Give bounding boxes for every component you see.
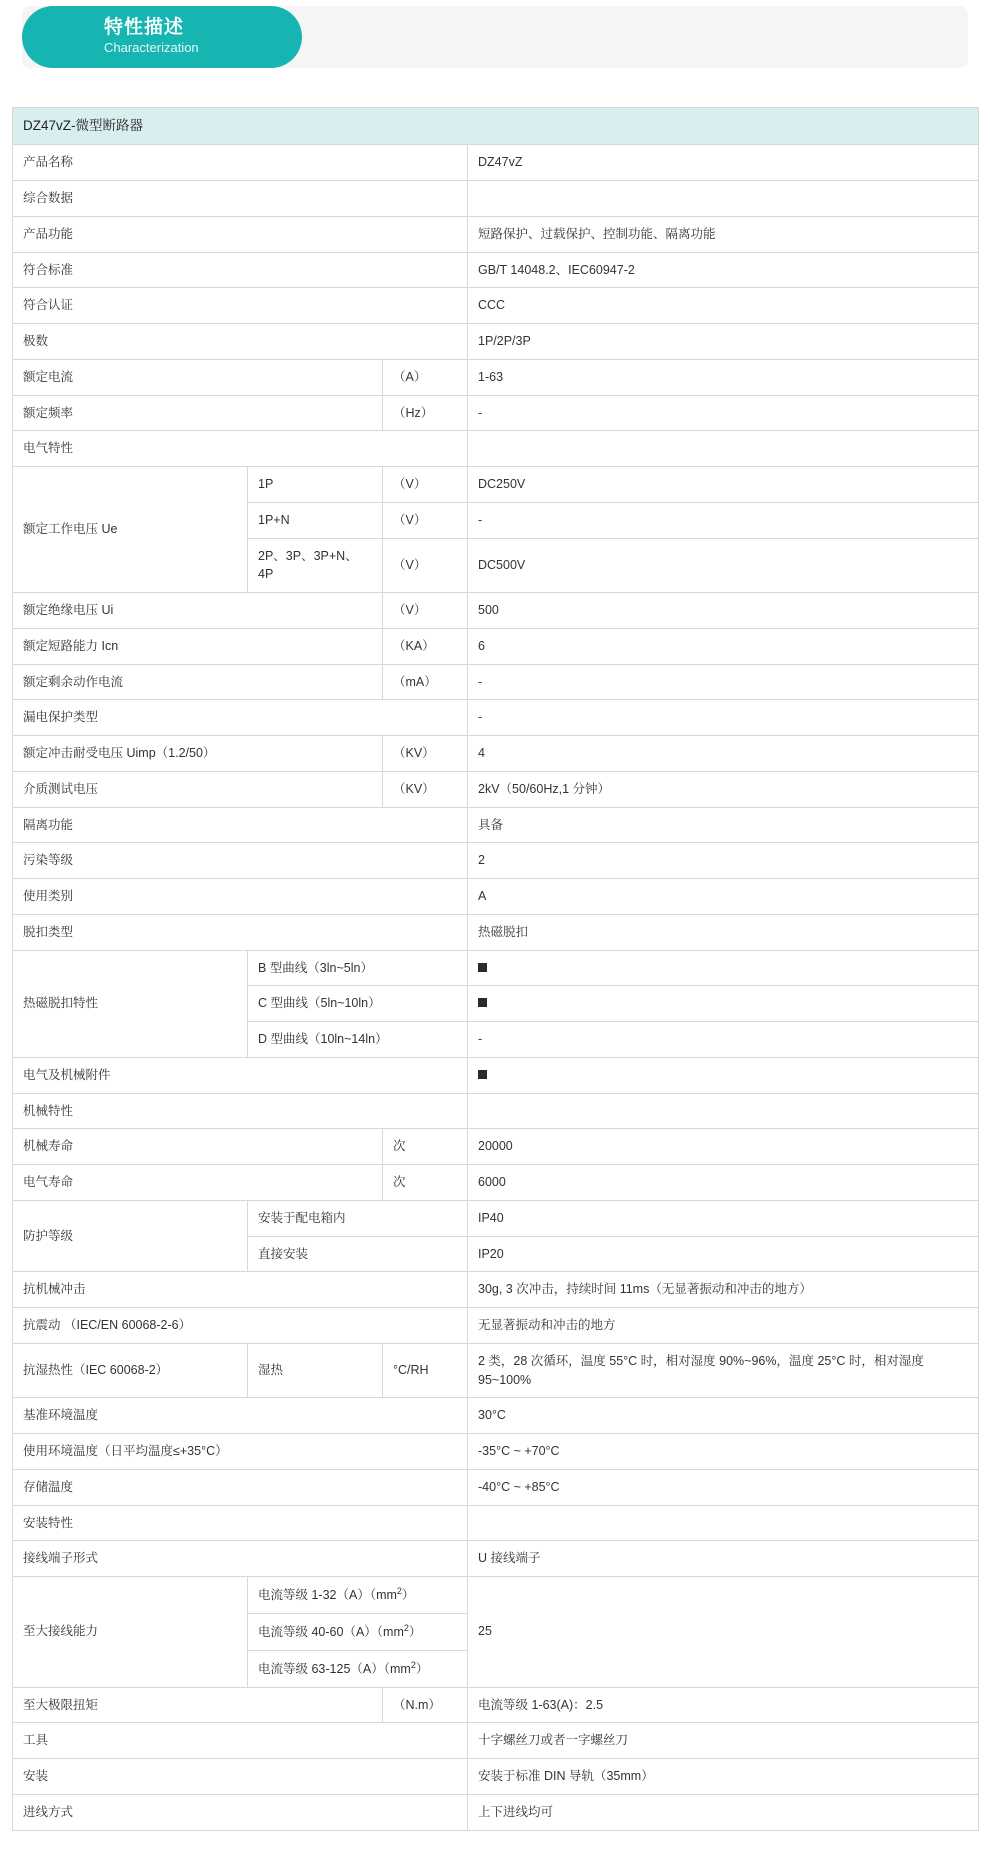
table-row — [13, 1398, 979, 1434]
row-value: - — [468, 502, 979, 538]
table-row — [13, 1057, 979, 1093]
table-row — [13, 1723, 979, 1759]
row-unit: （mA） — [383, 664, 468, 700]
table-row — [13, 1541, 979, 1577]
row-label: 综合数据 — [13, 181, 468, 217]
row-label: 机械寿命 — [13, 1129, 383, 1165]
row-label: 至大极限扭矩 — [13, 1687, 383, 1723]
row-label: 污染等级 — [13, 843, 468, 879]
row-value: 6000 — [468, 1165, 979, 1201]
table-row — [13, 1759, 979, 1795]
row-value: 2 类，28 次循环，温度 55°C 时，相对湿度 90%~96%，温度 25°C 时，相对湿度 95~100% — [468, 1343, 979, 1398]
row-unit: （N.m） — [383, 1687, 468, 1723]
row-label: 接线端子形式 — [13, 1541, 468, 1577]
row-value — [468, 1093, 979, 1129]
row-sublabel: 安装于配电箱内 — [248, 1200, 468, 1236]
row-label: 使用类别 — [13, 879, 468, 915]
table-section-row — [13, 1505, 979, 1541]
row-value — [468, 181, 979, 217]
table-row — [13, 628, 979, 664]
row-label: 产品功能 — [13, 216, 468, 252]
row-value: CCC — [468, 288, 979, 324]
row-value: 无显著振动和冲击的地方 — [468, 1308, 979, 1344]
row-value: 20000 — [468, 1129, 979, 1165]
page-header — [0, 0, 990, 75]
row-unit: °C/RH — [383, 1343, 468, 1398]
filled-square-icon — [478, 1070, 487, 1079]
row-value: IP20 — [468, 1236, 979, 1272]
table-row — [13, 593, 979, 629]
row-value: 1-63 — [468, 359, 979, 395]
row-value: DZ47vZ — [468, 145, 979, 181]
table-row — [13, 216, 979, 252]
row-value: 6 — [468, 628, 979, 664]
row-label: 抗湿热性（IEC 60068-2） — [13, 1343, 248, 1398]
row-value: 1P/2P/3P — [468, 324, 979, 360]
table-row — [13, 252, 979, 288]
row-label: 抗机械冲击 — [13, 1272, 468, 1308]
row-value: 2kV（50/60Hz,1 分钟） — [468, 771, 979, 807]
row-label: 隔离功能 — [13, 807, 468, 843]
table-body — [13, 145, 979, 1830]
row-label: 介质测试电压 — [13, 771, 383, 807]
row-value: 4 — [468, 736, 979, 772]
row-value: -35°C ~ +70°C — [468, 1434, 979, 1470]
row-value: 30g, 3 次冲击，持续时间 11ms（无显著振动和冲击的地方） — [468, 1272, 979, 1308]
row-label: 安装特性 — [13, 1505, 468, 1541]
table-row — [13, 807, 979, 843]
row-unit: （V） — [383, 502, 468, 538]
table-row — [13, 879, 979, 915]
table-title-row — [13, 108, 979, 145]
row-value: - — [468, 664, 979, 700]
row-label: 电气及机械附件 — [13, 1057, 468, 1093]
row-label: 机械特性 — [13, 1093, 468, 1129]
table-section-row — [13, 1093, 979, 1129]
table-row — [13, 1272, 979, 1308]
row-value — [468, 1505, 979, 1541]
table-row — [13, 664, 979, 700]
row-value: A — [468, 879, 979, 915]
row-sublabel: 电流等级 $1-32(A)(mm^2)$ — [248, 1577, 468, 1614]
row-sublabel: 电流等级 $63-125(A)(mm^2)$ — [248, 1650, 468, 1687]
row-label: 额定短路能力 Icn — [13, 628, 383, 664]
row-unit: 次 — [383, 1165, 468, 1201]
row-value — [468, 431, 979, 467]
table-title: DZ47vZ-微型断路器 — [13, 108, 979, 145]
row-value: 上下进线均可 — [468, 1794, 979, 1830]
table-row — [13, 1165, 979, 1201]
row-label: 额定绝缘电压 Ui — [13, 593, 383, 629]
section-title-pill — [22, 6, 302, 68]
row-value: 安装于标准 DIN 导轨（35mm） — [468, 1759, 979, 1795]
row-label: 工具 — [13, 1723, 468, 1759]
table-row — [13, 145, 979, 181]
table-row — [13, 914, 979, 950]
row-label: 额定剩余动作电流 — [13, 664, 383, 700]
row-sublabel: 1P — [248, 467, 383, 503]
row-value: 短路保护、过载保护、控制功能、隔离功能 — [468, 216, 979, 252]
table-row — [13, 395, 979, 431]
row-label: 电气寿命 — [13, 1165, 383, 1201]
table-row — [13, 1687, 979, 1723]
row-value: 具备 — [468, 807, 979, 843]
row-value: - — [468, 1022, 979, 1058]
table-row — [13, 1343, 979, 1398]
row-unit: （Hz） — [383, 395, 468, 431]
table-row — [13, 1577, 979, 1614]
spec-table-container — [12, 107, 978, 1831]
table-row — [13, 950, 979, 986]
row-label: 符合标准 — [13, 252, 468, 288]
row-label: 产品名称 — [13, 145, 468, 181]
row-sublabel: D 型曲线（10ln~14ln） — [248, 1022, 468, 1058]
row-value: 十字螺丝刀或者一字螺丝刀 — [468, 1723, 979, 1759]
row-label: 抗震动 （IEC/EN 60068-2-6） — [13, 1308, 468, 1344]
row-label: 符合认证 — [13, 288, 468, 324]
row-label: 额定电流 — [13, 359, 383, 395]
row-value: 30°C — [468, 1398, 979, 1434]
table-row — [13, 1308, 979, 1344]
row-label: 存储温度 — [13, 1469, 468, 1505]
row-label: 至大接线能力 — [13, 1577, 248, 1688]
table-row — [13, 771, 979, 807]
specification-table — [12, 107, 979, 1831]
table-row — [13, 843, 979, 879]
table-section-row — [13, 431, 979, 467]
row-label: 额定冲击耐受电压 Uimp（1.2/50） — [13, 736, 383, 772]
row-value: -40°C ~ +85°C — [468, 1469, 979, 1505]
section-title-en: Characterization — [104, 39, 199, 55]
row-value: DC250V — [468, 467, 979, 503]
row-unit: （KV） — [383, 736, 468, 772]
row-label: 热磁脱扣特性 — [13, 950, 248, 1057]
section-title-cn: 特性描述 — [104, 17, 185, 39]
row-unit: （KV） — [383, 771, 468, 807]
row-value: 2 — [468, 843, 979, 879]
row-value: 热磁脱扣 — [468, 914, 979, 950]
table-section-row — [13, 181, 979, 217]
row-sublabel: 电流等级 $40-60(A)(mm^2)$ — [248, 1613, 468, 1650]
row-unit: （V） — [383, 538, 468, 593]
table-row — [13, 700, 979, 736]
row-value: DC500V — [468, 538, 979, 593]
table-row — [13, 1434, 979, 1470]
table-row — [13, 1469, 979, 1505]
row-label: 进线方式 — [13, 1794, 468, 1830]
table-row — [13, 736, 979, 772]
row-label: 使用环境温度（日平均温度≤+35°C） — [13, 1434, 468, 1470]
row-label: 安装 — [13, 1759, 468, 1795]
table-row — [13, 288, 979, 324]
table-row — [13, 359, 979, 395]
row-sublabel: 1P+N — [248, 502, 383, 538]
table-row — [13, 1129, 979, 1165]
row-unit: （V） — [383, 467, 468, 503]
row-sublabel: 湿热 — [248, 1343, 383, 1398]
row-sublabel: 直接安装 — [248, 1236, 468, 1272]
table-row — [13, 467, 979, 503]
filled-square-icon — [478, 963, 487, 972]
table-row — [13, 1200, 979, 1236]
filled-square-icon — [478, 998, 487, 1007]
row-label: 额定工作电压 Ue — [13, 467, 248, 593]
row-label: 极数 — [13, 324, 468, 360]
row-label: 额定频率 — [13, 395, 383, 431]
row-value: 25 — [468, 1577, 979, 1688]
row-value: - — [468, 700, 979, 736]
row-sublabel: C 型曲线（5ln~10ln） — [248, 986, 468, 1022]
row-value — [468, 950, 979, 986]
table-row — [13, 324, 979, 360]
row-label: 电气特性 — [13, 431, 468, 467]
row-value — [468, 986, 979, 1022]
row-label: 防护等级 — [13, 1200, 248, 1272]
row-label: 脱扣类型 — [13, 914, 468, 950]
row-value: - — [468, 395, 979, 431]
row-value: 500 — [468, 593, 979, 629]
row-sublabel: 2P、3P、3P+N、4P — [248, 538, 383, 593]
row-value: 电流等级 1-63(A)：2.5 — [468, 1687, 979, 1723]
row-label: 基准环境温度 — [13, 1398, 468, 1434]
row-value: GB/T 14048.2、IEC60947-2 — [468, 252, 979, 288]
row-unit: （KA） — [383, 628, 468, 664]
row-sublabel: B 型曲线（3ln~5ln） — [248, 950, 468, 986]
row-value — [468, 1057, 979, 1093]
row-unit: （A） — [383, 359, 468, 395]
row-label: 漏电保护类型 — [13, 700, 468, 736]
row-value: IP40 — [468, 1200, 979, 1236]
row-unit: （V） — [383, 593, 468, 629]
row-unit: 次 — [383, 1129, 468, 1165]
table-row — [13, 1794, 979, 1830]
row-value: U 接线端子 — [468, 1541, 979, 1577]
